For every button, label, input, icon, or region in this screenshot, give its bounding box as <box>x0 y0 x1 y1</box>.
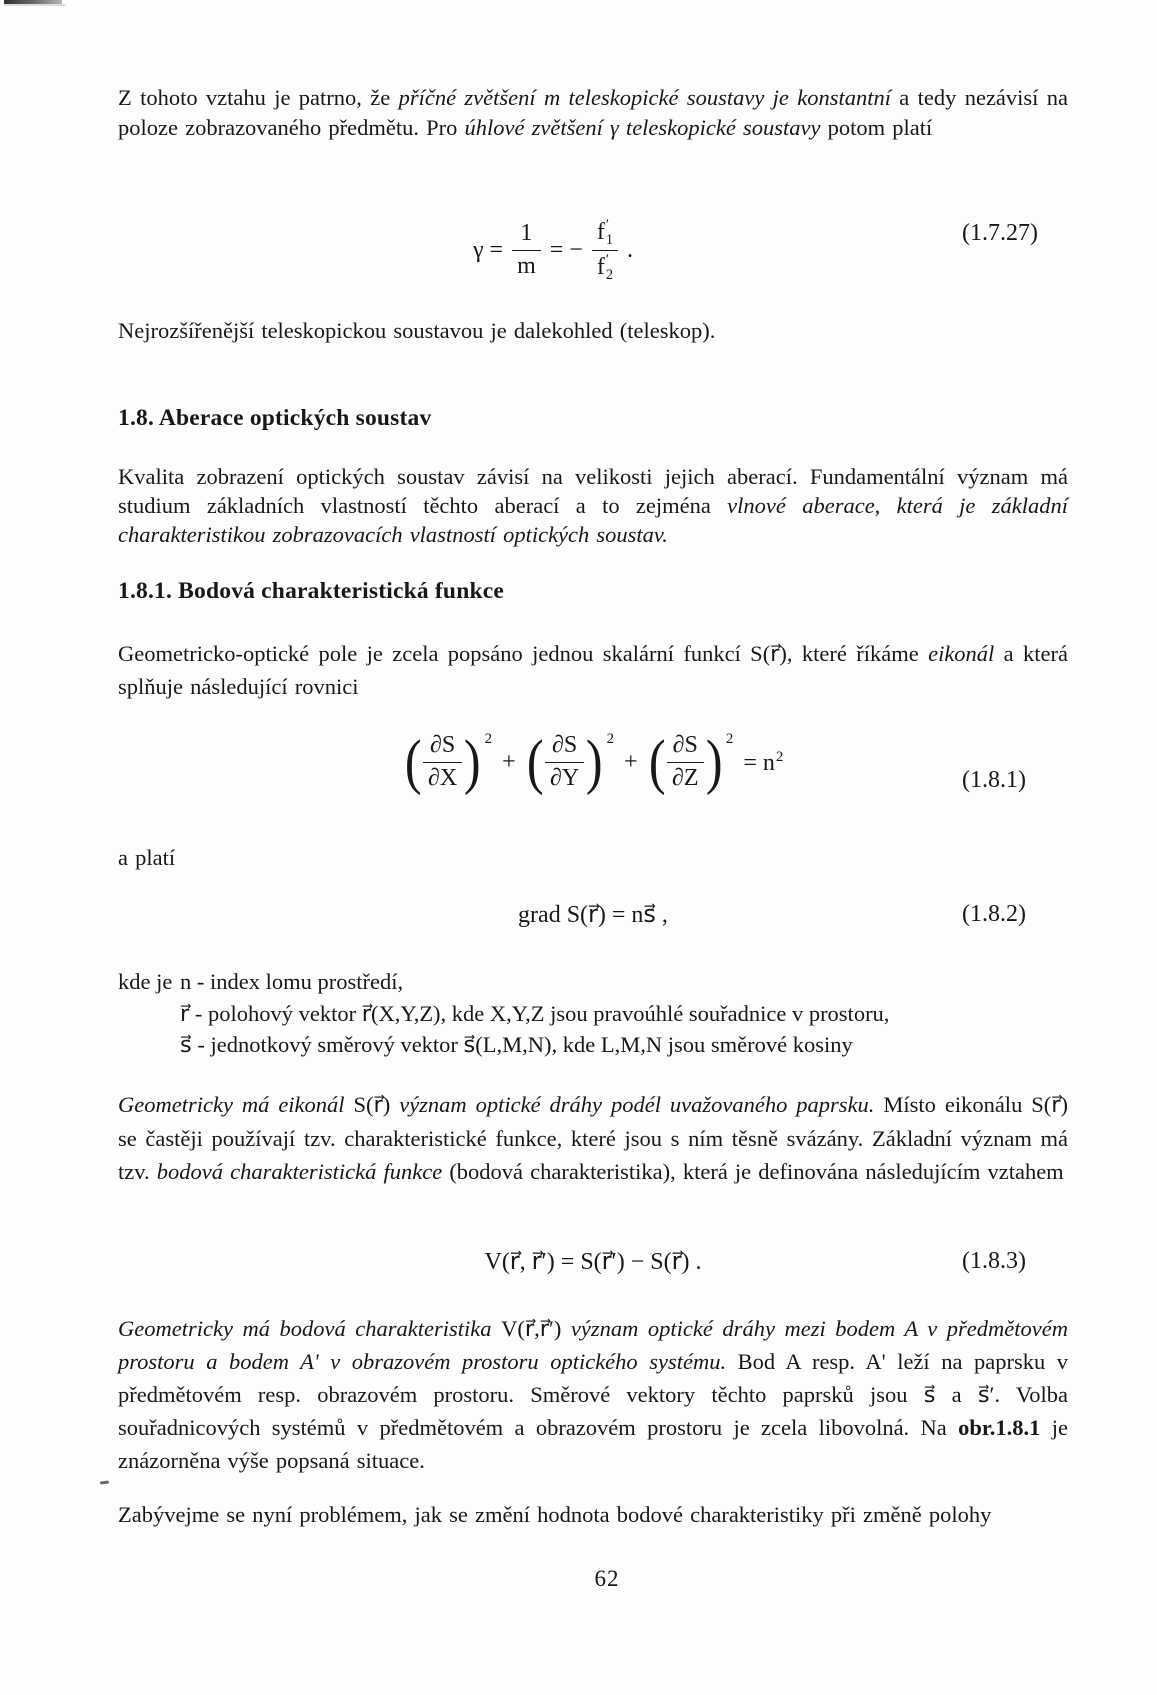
equation-period: . <box>627 237 634 263</box>
paragraph-telescope: Nejrozšířenější teleskopickou soustavou je dalekohled (teleskop). <box>118 318 716 343</box>
page-number: 62 <box>594 1566 620 1591</box>
paren-term-z: ( $\frac{\partial S}{\partial Z}$ ) 2 <box>648 728 734 797</box>
paragraph-point-characteristic: Geometricky má bodová charakteristika V(r⃗,r⃗′) význam optické dráhy mezi bodem A v předmětovém prostoru a bodem A' v obrazovém prostoru optického systému. Bod A resp. A' leží na paprsku v předmětovém resp. obrazovém prostoru. Směrové vektory těchto paprsků jsou s⃗ a s⃗′. Volba souřadnicových systémů v předmětovém a obrazovém prostoru je zcela libovolná. Na obr.1.8.1 je znázorněna výše popsaná situace. <box>118 1316 1068 1473</box>
definition-list <box>118 966 1068 1061</box>
definition-label: kde je <box>118 969 173 994</box>
equals-minus: = − <box>549 237 583 263</box>
equation-number: (1.8.3) <box>962 1248 1026 1274</box>
fraction-1-over-m: $\frac{1}{m}$ <box>512 220 541 280</box>
paragraph-eikonal: Geometricko-optické pole je zcela popsáno jednou skalární funkcí S(r⃗), které říkáme eikonál a která splňuje následující rovnici <box>118 641 1068 699</box>
paragraph-aberrations: Kvalita zobrazení optických soustav závisí na velikosti jejich aberací. Fundamentální význam má studium základních vlastností těchto aberací a to zejména vlnové aberace, která je základní charakteristikou zobrazovacích vlastností optických soustav. <box>118 464 1068 547</box>
equation-number: (1.8.1) <box>962 767 1026 793</box>
gamma-lhs: γ = <box>472 237 504 263</box>
paragraph-closing: Zabývejme se nyní problémem, jak se změní hodnota bodové charakteristiky při změně polohy <box>118 1502 992 1527</box>
paren-term-x: ( $\frac{\partial S}{\partial X}$ ) 2 <box>404 728 493 797</box>
rhs-n-squared: = $n^2$ <box>743 748 784 776</box>
paragraph-intro: Z tohoto vztahu je patrno, že příčné zvětšení m teleskopické soustavy je konstantní a tedy nezávisí na poloze zobrazovaného předmětu. Pro úhlové zvětšení γ teleskopické soustavy potom platí <box>118 85 1068 140</box>
paragraph-eikonal-meaning: Geometricky má eikonál S(r⃗) význam optické dráhy podél uvažovaného paprsku. Místo eikonálu S(r⃗) se častěji používají tzv. charakteristické funkce, které jsou s ním těsně svázány. Základní význam má tzv. bodová charakteristická funkce (bodová charakteristika), která je definována následujícím vztahem <box>118 1092 1069 1184</box>
equation-1-8-1 <box>118 715 1068 810</box>
section-heading-1-8-1: 1.8.1. Bodová charakteristická funkce <box>118 578 505 604</box>
fraction-f1-over-f2: f ′ 1 f ′ 2 <box>592 218 618 284</box>
equation-number: (1.7.27) <box>962 220 1038 246</box>
equation-body: grad S(r⃗) = ns⃗ , <box>518 901 668 928</box>
equation-body <box>473 218 633 284</box>
definition-item-r: r⃗ - polohový vektor r⃗(X,Y,Z), kde X,Y,Z jsou pravoúhlé souřadnice v prostoru, <box>180 1000 890 1026</box>
equation-1-8-2 <box>118 893 1068 935</box>
equation-1-8-3 <box>118 1240 1068 1282</box>
section-heading-1-8: 1.8. Aberace optických soustav <box>118 405 432 431</box>
equation-body: ( $\frac{\partial S}{\partial X}$ ) 2 + ( $\frac{\partial S}{\partial Y}$ ) 2 + ( $\frac{\partial S}{\partial Z}$ ) 2 = $n^2$ <box>404 728 784 797</box>
definition-item-s: s⃗ - jednotkový směrový vektor s⃗(L,M,N), kde L,M,N jsou směrové kosiny <box>180 1032 853 1057</box>
paragraph-a-plati: a platí <box>118 845 176 870</box>
scan-artifact-smudge <box>4 4 66 6</box>
scan-artifact-dash <box>100 1480 109 1484</box>
equation-number: (1.8.2) <box>962 901 1026 927</box>
paren-term-y: ( $\frac{\partial S}{\partial Y}$ ) 2 <box>526 728 615 797</box>
equation-1-7-27 <box>118 208 1068 293</box>
definition-item-n: n - index lomu prostředí, <box>180 969 404 994</box>
equation-body: V(r⃗, r⃗′) = S(r⃗′) − S(r⃗) . <box>484 1248 702 1275</box>
